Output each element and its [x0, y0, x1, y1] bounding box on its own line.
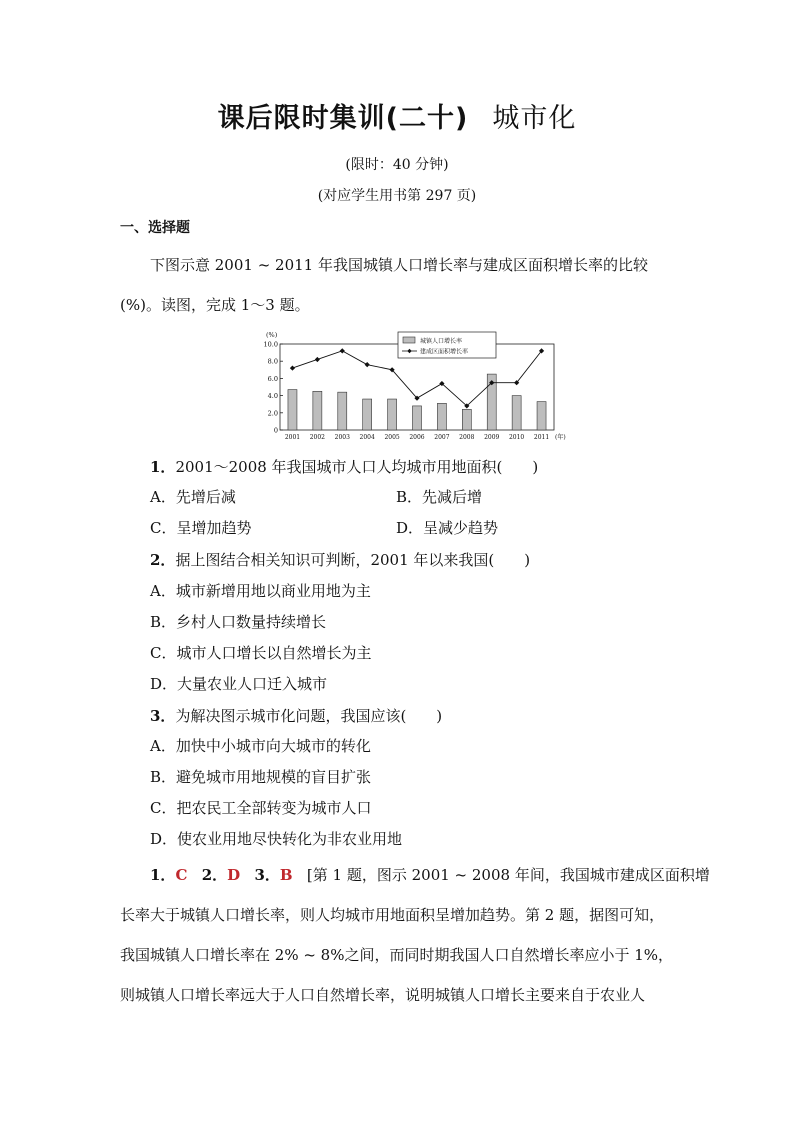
question-2-stem: 据上图结合相关知识可判断，2001 年以来我国( ) — [175, 551, 531, 569]
y-tick-label: 4.0 — [267, 392, 278, 401]
title-topic: 城市化 — [492, 103, 577, 134]
answer-1: C — [175, 866, 188, 884]
chart — [258, 328, 568, 446]
question-1-stem: 2001～2008 年我国城市人口人均城市用地面积( ) — [175, 458, 539, 476]
answer-1-number: 1． — [150, 866, 176, 884]
x-tick-label: 2004 — [359, 434, 375, 441]
legend-swatch-bar — [403, 337, 415, 343]
x-tick-label: 2008 — [459, 434, 475, 441]
answer-2-number: 2． — [201, 866, 228, 884]
bar-urban-population-2002 — [313, 391, 322, 430]
bar-urban-population-2006 — [413, 406, 422, 430]
title-main: 课后限时集训(二十) — [217, 103, 469, 134]
q2-option-d: D．大量农业人口迁入城市 — [150, 675, 328, 693]
y-tick-label: 8.0 — [267, 357, 278, 366]
answer-line-1 — [150, 864, 710, 885]
answer-2: D — [227, 866, 241, 884]
question-1-number: 1． — [150, 458, 176, 476]
x-tick-label: 2009 — [484, 434, 500, 441]
point-built-area-2004 — [365, 362, 370, 367]
bar-urban-population-2011 — [537, 402, 546, 430]
answer-3: B — [279, 866, 293, 884]
explanation-line-3: 我国城镇人口增长率在 2% ~ 8%之间，而同时期我国人口自然增长率应小于 1%， — [120, 946, 674, 964]
x-tick-label: 2005 — [384, 434, 400, 441]
answer-3-number: 3． — [254, 866, 280, 884]
explanation-line-2: 长率大于城镇人口增长率，则人均城市用地面积呈增加趋势。第 2 题，据图可知， — [120, 906, 665, 924]
q2-option-c: C．城市人口增长以自然增长为主 — [150, 644, 372, 662]
bar-urban-population-2010 — [512, 396, 521, 430]
y-axis-label: (%) — [266, 331, 278, 339]
bar-urban-population-2005 — [388, 399, 397, 430]
q1-option-b: B．先减后增 — [396, 488, 483, 506]
page-title — [0, 96, 794, 135]
legend-label-line: 建成区面积增长率 — [420, 348, 469, 356]
section-heading: 一、选择题 — [120, 220, 190, 236]
q1-option-d: D．呈减少趋势 — [396, 519, 499, 537]
y-tick-label: 0 — [273, 426, 278, 435]
bar-urban-population-2001 — [288, 390, 297, 430]
legend-label-bar: 城镇人口增长率 — [420, 338, 463, 345]
point-built-area-2003 — [340, 348, 345, 353]
point-built-area-2002 — [315, 357, 320, 362]
q1-option-a: A．先增后减 — [150, 488, 236, 506]
bar-urban-population-2008 — [462, 409, 471, 430]
book-reference: (对应学生用书第 297 页) — [317, 188, 477, 204]
q3-option-c: C．把农民工全部转变为城市人口 — [150, 799, 372, 817]
intro-line-1: 下图示意 2001 ~ 2011 年我国城镇人口增长率与建成区面积增长率的比较 — [150, 256, 648, 274]
bar-urban-population-2007 — [437, 403, 446, 430]
q2-option-b: B．乡村人口数量持续增长 — [150, 613, 327, 631]
question-2-number: 2． — [150, 551, 176, 569]
intro-line-2: (%)。读图，完成 1～3 题。 — [120, 296, 310, 314]
point-built-area-2001 — [290, 365, 295, 370]
x-tick-label: 2001 — [284, 434, 301, 441]
x-tick-label: 2007 — [434, 434, 450, 441]
question-3-number: 3． — [150, 707, 176, 725]
x-tick-label: 2002 — [309, 434, 326, 441]
time-limit: (限时：40 分钟) — [345, 157, 449, 173]
bar-urban-population-2004 — [363, 399, 372, 430]
y-tick-label: 2.0 — [267, 409, 278, 418]
question-2 — [150, 549, 530, 570]
q2-option-a: A．城市新增用地以商业用地为主 — [150, 582, 371, 600]
question-1 — [150, 456, 538, 477]
y-tick-label: 10.0 — [263, 340, 278, 349]
question-3-stem: 为解决图示城市化问题，我国应该( ) — [175, 707, 443, 725]
q3-option-d: D．使农业用地尽快转化为非农业用地 — [150, 830, 403, 848]
question-3 — [150, 705, 442, 726]
q3-option-a: A．加快中小城市向大城市的转化 — [150, 737, 371, 755]
x-tick-label: 2010 — [508, 434, 525, 441]
q3-option-b: B．避免城市用地规模的盲目扩张 — [150, 768, 372, 786]
q1-option-c: C．呈增加趋势 — [150, 519, 252, 537]
x-tick-label: 2006 — [409, 434, 425, 441]
bar-urban-population-2003 — [338, 392, 347, 430]
x-tick-label: 2011 — [533, 434, 550, 441]
explanation-line-4: 则城镇人口增长率远大于人口自然增长率，说明城镇人口增长主要来自于农业人 — [120, 986, 646, 1004]
explanation-line-1: [第 1 题，图示 2001 ~ 2008 年间，我国城市建成区面积增 — [306, 866, 710, 884]
x-tick-label: 2003 — [334, 434, 350, 441]
y-tick-label: 6.0 — [267, 374, 278, 383]
x-axis-label: (年) — [555, 434, 566, 441]
